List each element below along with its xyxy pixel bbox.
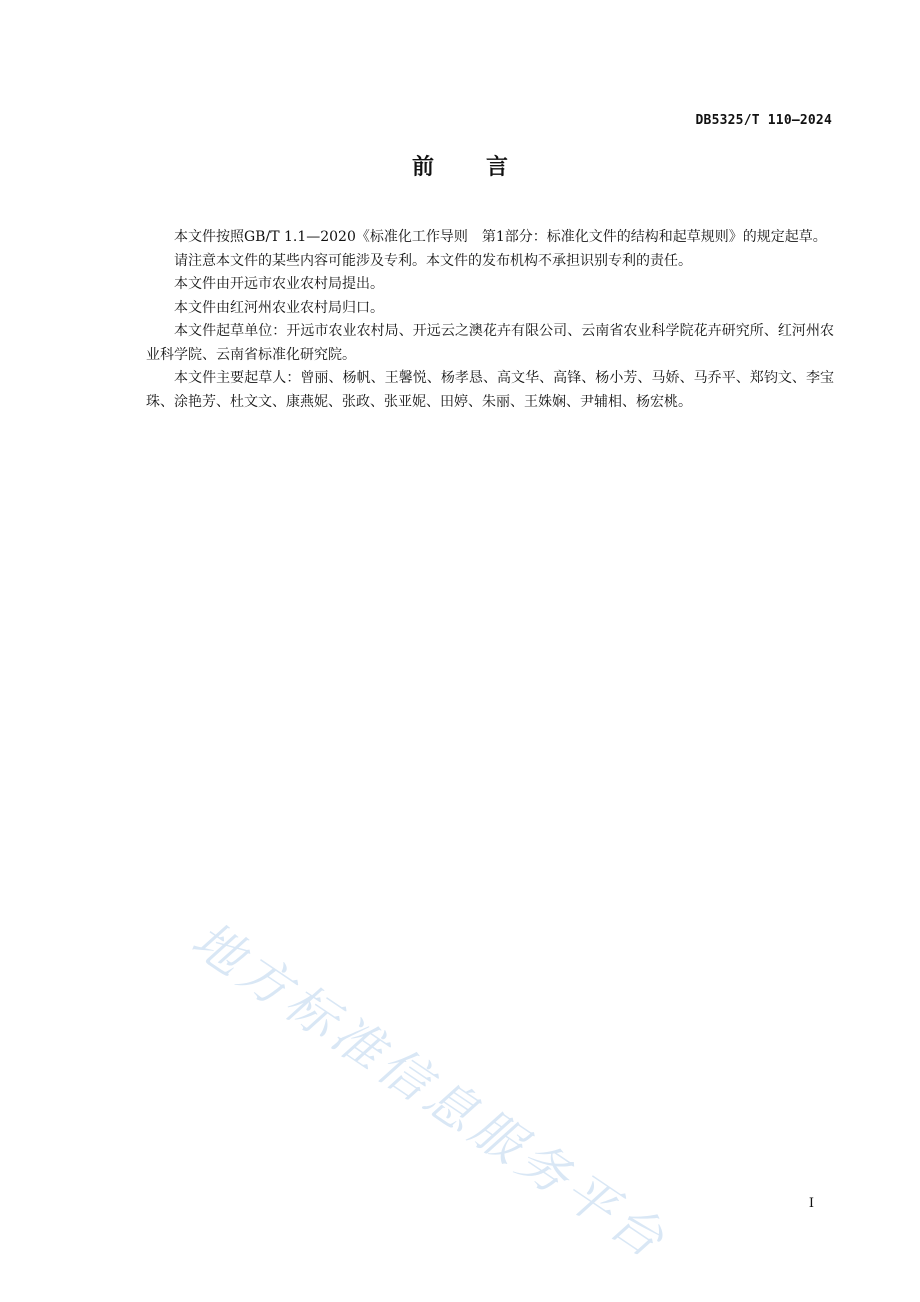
watermark: 地方标准信息服务平台	[181, 910, 679, 1272]
paragraph-proposer: 本文件由开远市农业农村局提出。	[174, 276, 384, 292]
paragraph-main-drafters: 本文件主要起草人：曾丽、杨帆、王馨悦、杨孝恳、高文华、高锋、杨小芳、马娇、马乔平、郑钧文、李宝珠、涂艳芳、杜文文、康燕妮、张政、张亚妮、田婷、朱丽、王姝娴、尹辅相、杨宏桃。	[146, 370, 834, 410]
document-code: DB5325/T 110—2024	[695, 113, 832, 128]
page-number: I	[808, 1196, 814, 1211]
paragraph-drafting-units: 本文件起草单位：开远市农业农村局、开远云之澳花卉有限公司、云南省农业科学院花卉研究所、红河州农业科学院、云南省标准化研究院。	[146, 323, 834, 363]
paragraph-patent-notice: 请注意本文件的某些内容可能涉及专利。本文件的发布机构不承担识别专利的责任。	[174, 252, 692, 269]
foreword-body	[146, 226, 834, 414]
paragraph-drafting-rules: 本文件按照GB/T 1.1—2020《标准化工作导则 第1部分：标准化文件的结构和起草规则》的规定起草。	[174, 229, 827, 245]
section-title: 前言	[411, 155, 560, 180]
paragraph-centralized-by: 本文件由红河州农业农村局归口。	[174, 299, 384, 316]
